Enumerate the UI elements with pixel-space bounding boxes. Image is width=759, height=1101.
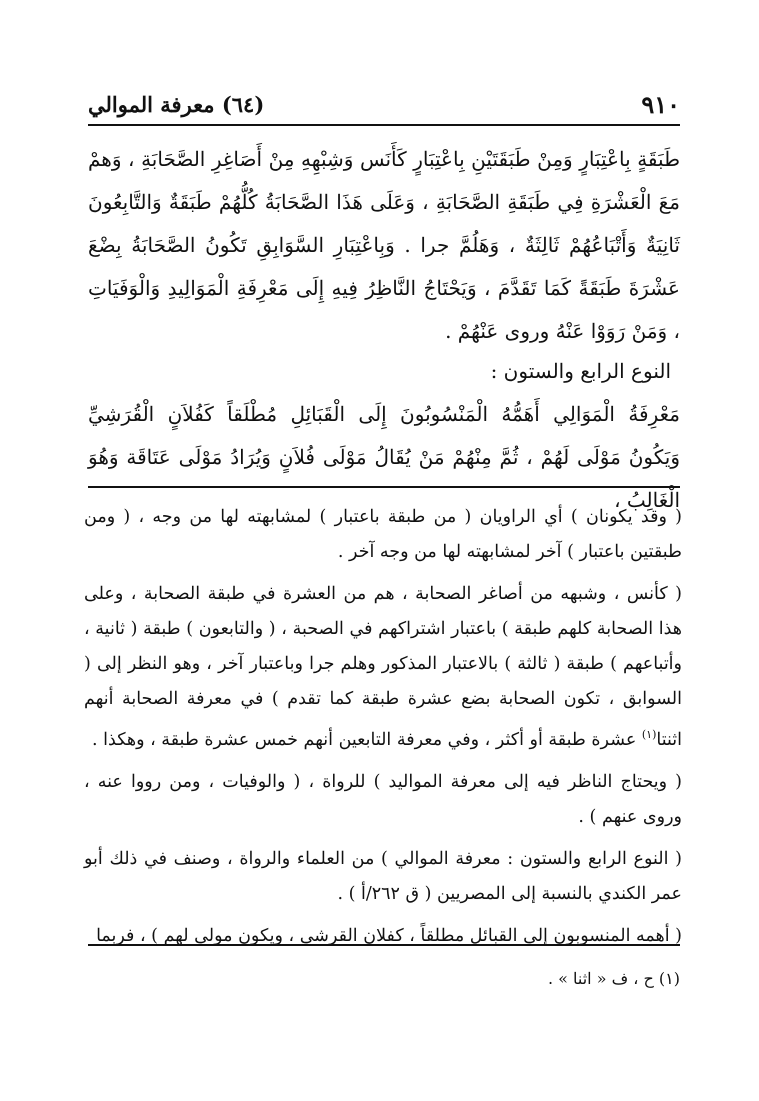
header-rule — [88, 124, 680, 126]
commentary-paragraph: ( النوع الرابع والستون : معرفة الموالي ) من العلماء والرواة ، وصنف في ذلك أبو عمر الكندي بالنسبة إلى المصريين ( ق ٢٦٢/أ ) . — [84, 848, 682, 904]
footnote-marker: (١) — [641, 728, 657, 741]
commentary-paragraph: ( وقد يكونان ) أي الراويان ( من طبقة باعتبار ) لمشابهته لها من وجه ، ( ومن طبقتين باعتبار ) آخر لمشابهته لها من وجه آخر . — [84, 507, 682, 562]
commentary-divider — [88, 486, 680, 488]
running-title: (٦٤) معرفة الموالي — [88, 92, 265, 117]
commentary-paragraph — [84, 577, 682, 758]
main-text-block — [88, 138, 680, 353]
commentary-paragraph: ( أهمه المنسوبون إلى القبائل مطلقاً ، كفلان القرشي ، ويكون مولى لهم ) ، فربما — [96, 925, 682, 946]
main-paragraph: مَعْرِفَةُ الْمَوَالِي أَهَمُّهُ الْمَنْسُوبُونَ إِلَى الْقَبَائِلِ مُطْلَقاً كَفُلاَنٍ الْقُرَشِيِّ وَيَكُونُ مَوْلَى لَهُمْ ، ثُمَّ مِنْهُمْ مَنْ يُقَالُ مَوْلَى فُلاَنٍ وَيُرَادُ مَوْلَى عَتَاقَة وَهُوَ الْغَالِبُ ، — [88, 402, 680, 512]
footnote: (١) ح ، ف « اثنا » . — [547, 969, 680, 988]
main-paragraph: طَبَقَةٍ بِاعْتِبَارٍ وَمِنْ طَبَقَتَيْنِ بِاعْتِبَارٍ كَأَنَس وَشِبْهِهِ مِنْ أَصَاغِرِ الصَّحَابَةِ ، وَهمْ مَعَ الْعَشْرَةِ فِي طَبَقَةِ الصَّحَابَةِ ، وَعَلَى هَذَا الصَّحَابَةُ كُلُّهُمْ طَبَقَةٌ وَالتَّابِعُونَ ثَانِيَةٌ وَأَتْبَاعُهُمْ ثَالِثَةٌ ، وَهَلُمَّ جرا . وَبِاعْتِبَارِ السَّوَابِقِ تَكُونُ الصَّحَابَةُ بِضْعَ عَشْرَةَ طَبَقَةً كَمَا تَقَدَّمَ ، وَيَحْتَاجُ النَّاظِرُ فِيهِ إِلَى مَعْرِفَةِ الْمَوَالِيدِ وَالْوَفَيَاتِ ، وَمَنْ رَوَوْا عَنْهُ وروى عَنْهُمْ . — [88, 147, 680, 343]
page-number: ٩١٠ — [641, 90, 680, 119]
commentary-text: عشرة طبقة أو أكثر ، وفي معرفة التابعين أنهم خمس عشرة طبقة ، وهكذا . — [92, 729, 642, 750]
footnote-divider — [88, 944, 680, 946]
commentary-text: ( كأنس ، وشبهه من أصاغر الصحابة ، هم من العشرة في طبقة الصحابة ، وعلى هذا الصحابة كلهم طبقة ) باعتبار اشتراكهم في الصحبة ، ( والتابعون ) طبقة ( ثانية ، وأتباعهم ) طبقة ( ثالثة ) بالاعتبار المذكور وهلم جرا وباعتبار آخر ، وهو النظر إلى ( السوابق ، تكون الصحابة بضع عشرة طبقة كما تقدم ) في معرفة الصحابة أنهم اثنتا — [84, 584, 682, 750]
commentary-paragraph: ( ويحتاج الناظر فيه إلى معرفة المواليد ) للرواة ، ( والوفيات ، ومن رووا عنه ، وروى عنهم ) . — [84, 771, 682, 827]
section-heading: النوع الرابع والستون : — [490, 359, 671, 383]
page-header — [88, 88, 680, 122]
commentary-section — [84, 500, 682, 961]
